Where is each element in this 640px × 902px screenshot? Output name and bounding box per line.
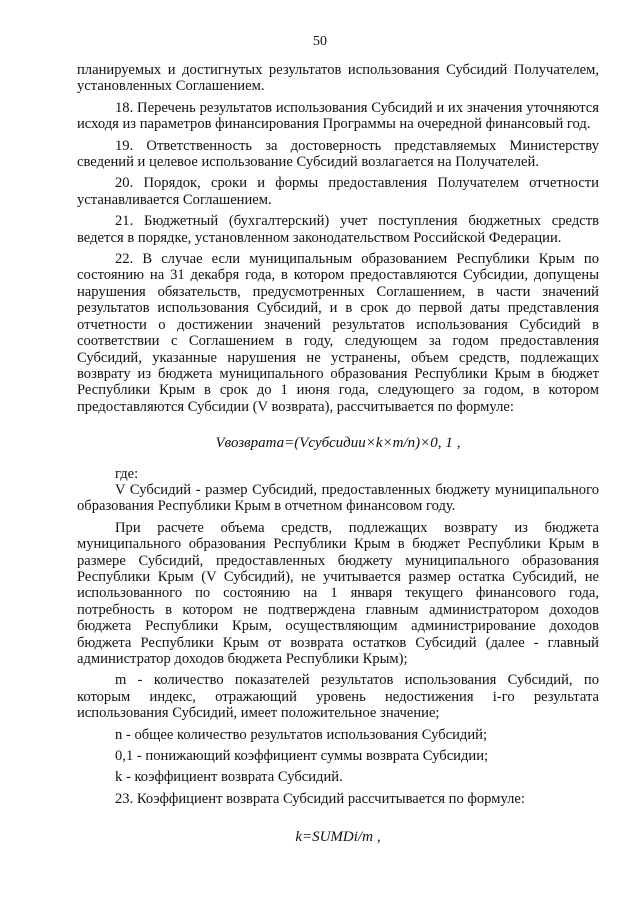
- paragraph-18: 18. Перечень результатов использования Субсидий и их значения уточняются исходя из параметров финансирования Программы на очередной финансовый год.: [77, 99, 599, 133]
- formula-return-amount: Vвозврата=(Vсубсидии×k×m/n)×0, 1 ,: [215, 435, 461, 452]
- paragraph-21: 21. Бюджетный (бухгалтерский) учет поступления бюджетных средств ведется в порядке, установленном законодательством Российской Федерации.: [77, 213, 599, 246]
- paragraph-19: 19. Ответственность за достоверность представляемых Министерству сведений и целевое использование Субсидий возлагается на Получателей.: [77, 137, 599, 171]
- where-label: где:: [115, 465, 139, 482]
- definition-v-subsidies: V Субсидий - размер Субсидий, предоставленных бюджету муниципального образования Республики Крым в отчетном финансовом году.: [77, 481, 599, 515]
- definition-k: k - коэффициент возврата Субсидий.: [115, 769, 343, 786]
- definition-m: m - количество показателей результатов использования Субсидий, по которым индекс, отражающий уровень недостижения i-го результата использования Субсидий, имеет положительное значение;: [77, 672, 599, 722]
- paragraph-22: 22. В случае если муниципальным образованием Республики Крым по состоянию на 31 декабря года, в котором предоставляются Субсидии, допущены нарушения обязательств, предусмотренных Соглашением, в части значений результатов использования Субсидий, и в срок до первой даты представления отчетности о достижении значений результатов использования Субсидий в соответствии с Соглашением в году, следующем за годом предоставления Субсидий, указанные нарушения не устранены, объем средств, подлежащих возврату из бюджета муниципального образования Республики Крым в бюджет Республики Крым в срок до 1 июня года, следующего за годом, в котором предоставляются Субсидии (V возврата), рассчитывается по формуле:: [77, 251, 599, 415]
- document-body: [77, 62, 599, 846]
- paragraph-23: 23. Коэффициент возврата Субсидий рассчитывается по формуле:: [115, 790, 525, 807]
- paragraph-continuation: планируемых и достигнутых результатов использования Субсидий Получателем, установленных Соглашением.: [77, 62, 599, 95]
- paragraph-20: 20. Порядок, сроки и формы предоставления Получателем отчетности устанавливается Соглашением.: [77, 175, 599, 208]
- formula-k-expression: k=SUMDi/m: [295, 829, 373, 846]
- formula-coefficient-k: k=SUMDi/m ,: [295, 829, 381, 846]
- paragraph-calculation: При расчете объема средств, подлежащих возврату из бюджета муниципального образования Республики Крым в бюджет Республики Крым в размере Субсидий, предоставленных бюджету муниципального образования Республики Крым (V Субсидий), не учитывается размер остатка Субсидий, не использованного по состоянию на 1 января текущего финансового года, потребность в котором не подтверждена главным администратором доходов бюджета Республики Крым, осуществляющим администрирование доходов бюджета Республики Крым от возврата остатков Субсидий (далее - главный администратор доходов бюджета Республики Крым);: [77, 519, 599, 667]
- page-number: 50: [313, 34, 327, 49]
- definition-n: n - общее количество результатов использования Субсидий;: [115, 726, 488, 743]
- definition-coefficient-01: 0,1 - понижающий коэффициент суммы возврата Субсидии;: [115, 748, 489, 765]
- formula-return-expression: Vвозврата=(Vсубсидии×k×m/n)×0, 1: [215, 435, 453, 452]
